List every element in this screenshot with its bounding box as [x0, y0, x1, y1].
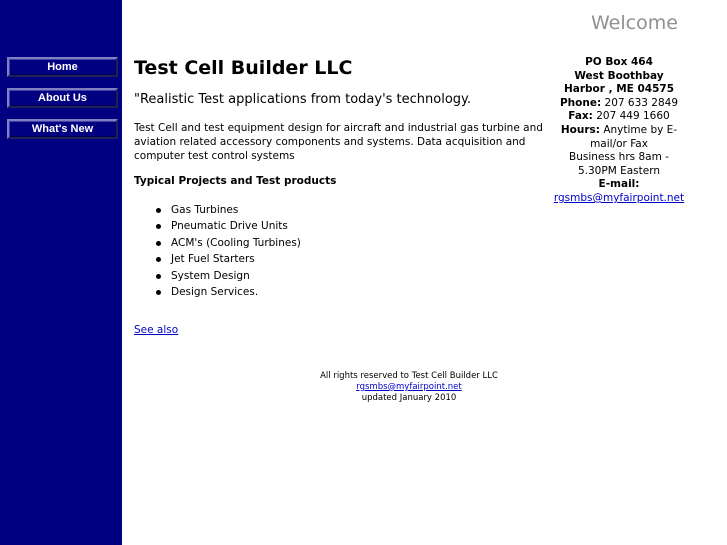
list-item — [134, 202, 301, 218]
nav-whats-new-button[interactable]: What's New — [7, 119, 118, 139]
sidebar — [0, 0, 122, 545]
phone — [552, 97, 686, 111]
list-item-label: Design Services. — [171, 285, 259, 298]
list-item-label: Gas Turbines — [171, 204, 239, 216]
welcome-heading: Welcome — [591, 12, 678, 34]
nav-about-us-button[interactable]: About Us — [7, 88, 118, 108]
see-also-link[interactable]: See also — [134, 324, 179, 336]
business-hours: Business hrs 8am - 5.30PM Eastern — [569, 151, 669, 177]
contact-email-link[interactable]: rgsmbs@myfairpoint.net — [553, 191, 685, 204]
list-item — [134, 251, 301, 267]
tagline: "Realistic Test applications from today's technology. — [134, 92, 472, 107]
nav-home-button[interactable]: Home — [7, 57, 118, 77]
po-box: PO Box 464 — [585, 56, 653, 68]
list-item-label: Pneumatic Drive Units — [171, 220, 288, 233]
company-description: Test Cell and test equipment design for aircraft and industrial gas turbine and aviation related accessory components and systems. Data acquisition and computer test control systems — [134, 122, 543, 162]
address-line-1: West Boothbay — [574, 69, 664, 82]
bullet-icon — [156, 274, 161, 279]
footer-email-link[interactable]: rgsmbs@myfairpoint.net — [356, 381, 462, 392]
list-item-label: System Design — [171, 269, 250, 282]
fax-label: Fax: — [568, 110, 593, 123]
fax — [552, 110, 686, 124]
list-item-label: Jet Fuel Starters — [171, 253, 255, 266]
bullet-icon — [156, 208, 161, 213]
hours — [552, 124, 686, 151]
hours-text: Anytime by E-mail/or Fax — [590, 123, 678, 150]
bullet-icon — [156, 224, 161, 229]
email — [552, 192, 686, 206]
list-item — [134, 218, 301, 234]
address-line-2: Harbor , ME 04575 — [563, 83, 675, 96]
projects-list — [134, 202, 301, 300]
page-title: Test Cell Builder LLC — [134, 57, 353, 79]
footer — [300, 371, 518, 403]
phone-label: Phone: — [559, 96, 602, 109]
bullet-icon — [156, 241, 161, 246]
footer-rights: All rights reserved to Test Cell Builder LLC — [320, 371, 498, 381]
bullet-icon — [156, 290, 161, 295]
phone-number: 207 633 2849 — [604, 96, 678, 109]
list-item — [134, 268, 301, 284]
fax-number: 207 449 1660 — [596, 110, 670, 123]
email-label: E-mail: — [598, 178, 640, 191]
bullet-icon — [156, 257, 161, 262]
contact-info — [552, 56, 686, 206]
projects-heading: Typical Projects and Test products — [134, 175, 337, 187]
hours-label: Hours: — [560, 123, 600, 136]
list-item — [134, 284, 301, 300]
list-item — [134, 235, 301, 251]
footer-updated: updated January 2010 — [361, 392, 457, 403]
list-item-label: ACM's (Cooling Turbines) — [171, 236, 301, 249]
footer-email — [300, 382, 518, 393]
